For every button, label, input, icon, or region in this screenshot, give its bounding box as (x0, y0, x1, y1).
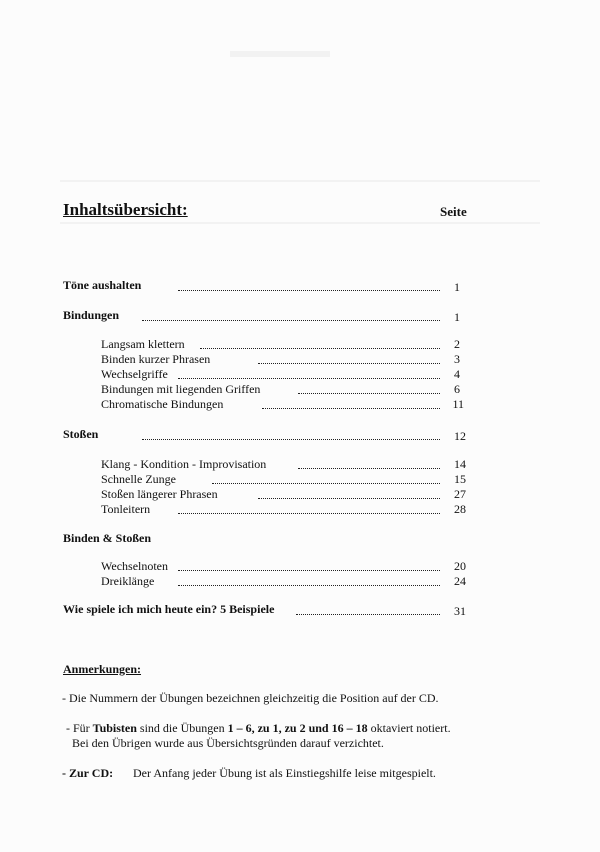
toc-page: 14 (454, 457, 466, 471)
toc-leader (178, 378, 440, 379)
toc-page: 11 (452, 397, 464, 411)
toc-page: 6 (454, 382, 460, 396)
note-bold-exercises: 1 – 6, zu 1, zu 2 und 16 – 18 (227, 721, 368, 735)
toc-leader (178, 570, 440, 571)
note-tubisten (66, 721, 451, 736)
toc-section-warmup: Wie spiele ich mich heute ein? 5 Beispiele (63, 602, 275, 616)
page-title: Inhaltsübersicht: (63, 200, 188, 219)
toc-item: Bindungen mit liegenden Griffen (101, 382, 261, 396)
toc-leader (178, 513, 440, 514)
toc-leader (142, 320, 440, 321)
toc-page: 31 (454, 604, 466, 618)
toc-item: Langsam klettern (101, 337, 185, 351)
toc-leader (298, 393, 440, 394)
toc-leader (258, 363, 440, 364)
toc-leader (200, 348, 440, 349)
toc-page: 3 (454, 352, 460, 366)
toc-item: Chromatische Bindungen (101, 397, 224, 411)
toc-item: Binden kurzer Phrasen (101, 352, 211, 366)
note-cd-label: - Zur CD: (62, 766, 114, 780)
notes-heading: Anmerkungen: (63, 662, 142, 676)
note-bold-tubisten: Tubisten (92, 721, 137, 735)
toc-page: 2 (454, 337, 460, 351)
toc-item: Schnelle Zunge (101, 472, 176, 486)
toc-leader (142, 439, 440, 440)
toc-item: Wechselnoten (101, 559, 169, 573)
toc-page: 27 (454, 487, 466, 501)
toc-leader (178, 585, 440, 586)
page-column-label: Seite (440, 204, 467, 219)
note-text: sind die Übungen (136, 721, 228, 735)
toc-item: Tonleitern (101, 502, 151, 516)
toc-item: Dreiklänge (101, 574, 155, 588)
toc-leader (298, 468, 440, 469)
toc-item: Stoßen längerer Phrasen (101, 487, 218, 501)
toc-section-toene: Töne aushalten (63, 278, 142, 292)
toc-leader (262, 408, 440, 409)
toc-section-binden-stossen: Binden & Stoßen (63, 531, 152, 545)
toc-section-bindungen: Bindungen (63, 308, 120, 322)
toc-page: 24 (454, 574, 466, 588)
toc-leader (296, 614, 440, 615)
toc-item: Wechselgriffe (101, 367, 168, 381)
toc-item: Klang - Kondition - Improvisation (101, 457, 267, 471)
toc-leader (178, 290, 440, 291)
toc-page: 1 (454, 280, 460, 294)
note-cd-position: - Die Nummern der Übungen bezeichnen gleichzeitig die Position auf der CD. (62, 691, 439, 705)
toc-page: 20 (454, 559, 466, 573)
toc-page: 4 (454, 367, 460, 381)
toc-leader (212, 483, 440, 484)
note-text: oktaviert notiert. (367, 721, 451, 735)
toc-page: 15 (454, 472, 466, 486)
note-text: - Für (66, 721, 93, 735)
toc-page: 12 (454, 429, 466, 443)
show-through-artifact (230, 40, 330, 63)
toc-section-stossen: Stoßen (63, 427, 99, 441)
toc-leader (258, 498, 440, 499)
toc-page: 28 (454, 502, 466, 516)
toc-page: 1 (454, 310, 460, 324)
note-cd-text: Der Anfang jeder Übung ist als Einstiegshilfe leise mitgespielt. (133, 766, 436, 780)
note-tubisten-line2: Bei den Übrigen wurde aus Übersichtsgründen darauf verzichtet. (72, 736, 384, 750)
